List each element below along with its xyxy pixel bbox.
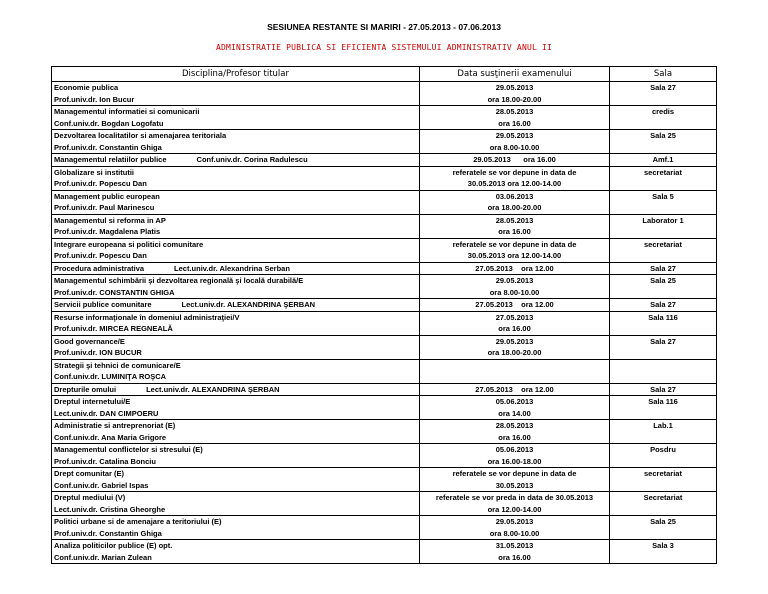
professor-name: Prof.univ.dr. Popescu Dan	[54, 179, 147, 188]
date-cell	[420, 275, 610, 299]
exam-date-line-2: 30.05.2013	[495, 480, 534, 490]
exam-date-line-1: 31.05.2013	[495, 541, 534, 550]
discipline-cell	[52, 262, 420, 275]
room-name: Sala 27	[650, 83, 676, 92]
exam-date-line-2: ora 18.00-20.00	[487, 203, 542, 212]
room-cell	[610, 214, 717, 238]
table-row	[52, 82, 717, 106]
table-row	[52, 516, 717, 540]
course-name: Managementul informatiei si comunicarii	[54, 107, 200, 116]
date-cell	[420, 166, 610, 190]
discipline-cell	[52, 383, 420, 396]
date-cell	[420, 468, 610, 492]
column-header-date: Data susţinerii examenului	[420, 67, 610, 82]
table-row	[52, 166, 717, 190]
room-cell	[610, 106, 717, 130]
date-cell	[420, 492, 610, 516]
discipline-cell	[52, 516, 420, 540]
course-name: Integrare europeana si politici comunitare	[54, 239, 204, 249]
table-row	[52, 468, 717, 492]
course-name: Managementul relatiilor publice	[54, 155, 167, 164]
exam-date-line-1: 28.05.2013	[495, 215, 534, 225]
room-cell	[610, 275, 717, 299]
column-header-discipline: Disciplina/Profesor titular	[52, 67, 420, 82]
professor-name: Conf.univ.dr. Corina Radulescu	[196, 155, 308, 164]
date-cell	[420, 396, 610, 420]
table-row	[52, 106, 717, 130]
discipline-cell	[52, 540, 420, 564]
exam-date-line-1: 29.05.2013 ora 16.00	[473, 155, 556, 164]
room-cell	[610, 420, 717, 444]
room-name: secretariat	[644, 469, 682, 478]
room-cell	[610, 154, 717, 167]
date-cell	[420, 106, 610, 130]
course-name: Politici urbane si de amenajare a teritoriului (E)	[54, 517, 222, 526]
course-name: Dezvoltarea localitatilor si amenajarea teritoriala	[54, 131, 227, 140]
room-cell	[610, 130, 717, 154]
exam-date-line-1: 29.05.2013	[495, 131, 534, 140]
course-name: Economie publica	[54, 83, 119, 92]
exam-date-line-1: 27.05.2013 ora 12.00	[475, 384, 554, 394]
course-name: Globalizare si institutii	[54, 167, 135, 177]
exam-date-line-2: 30.05.2013 ora 12.00-14.00	[467, 251, 562, 260]
table-row	[52, 299, 717, 312]
room-cell	[610, 82, 717, 106]
course-name: Dreptul mediului (V)	[54, 493, 126, 502]
discipline-cell	[52, 154, 420, 167]
discipline-cell	[52, 335, 420, 359]
table-row	[52, 262, 717, 275]
table-row	[52, 420, 717, 444]
exam-date-line-1: 29.05.2013	[495, 517, 534, 526]
course-name: Drepturile omului	[54, 384, 117, 394]
room-name: Sala 27	[650, 263, 676, 273]
discipline-cell	[52, 468, 420, 492]
course-name: Dreptul internetului/E	[54, 397, 131, 406]
exam-date-line-1: 05.06.2013	[495, 397, 534, 406]
exam-date-line-1: referatele se vor depune in data de	[452, 167, 577, 177]
exam-date-line-2: ora 16.00-18.00	[487, 456, 542, 466]
professor-name: Lect.univ.dr. DAN CIMPOERU	[54, 408, 159, 418]
professor-name: Prof.univ.dr. Popescu Dan	[54, 251, 147, 260]
room-cell	[610, 540, 717, 564]
professor-name: Conf.univ.dr. Ana Maria Grigore	[54, 432, 167, 442]
professor-name: Conf.univ.dr. Marian Zulean	[54, 552, 152, 562]
professor-name: Prof.univ.dr. MIRCEA REGNEALĂ	[54, 324, 173, 333]
exam-date-line-2: ora 16.00	[498, 552, 531, 562]
table-row	[52, 396, 717, 420]
room-name: Sala 25	[650, 517, 676, 526]
date-cell	[420, 299, 610, 312]
room-cell	[610, 516, 717, 540]
room-cell	[610, 396, 717, 420]
discipline-cell	[52, 396, 420, 420]
discipline-cell	[52, 130, 420, 154]
room-name: Secretariat	[643, 493, 683, 502]
table-row	[52, 540, 717, 564]
course-name: Managementul conflictelor si stresului (E)	[54, 445, 203, 454]
date-cell	[420, 540, 610, 564]
room-cell	[610, 492, 717, 516]
professor-name: Prof.univ.dr. Paul Marinescu	[54, 203, 155, 212]
room-cell	[610, 335, 717, 359]
exam-date-line-1: 28.05.2013	[495, 107, 534, 116]
room-cell	[610, 311, 717, 335]
professor-name: Prof.univ.dr. CONSTANTIN GHIGA	[54, 287, 175, 297]
room-name: Laborator 1	[642, 215, 684, 225]
professor-name: Conf.univ.dr. Gabriel Ispas	[54, 480, 149, 490]
course-name: Servicii publice comunitare	[54, 300, 152, 309]
exam-date-line-2: ora 18.00-20.00	[487, 348, 542, 357]
discipline-cell	[52, 190, 420, 214]
professor-name: Prof.univ.dr. Magdalena Platis	[54, 227, 161, 236]
table-row	[52, 492, 717, 516]
date-cell	[420, 130, 610, 154]
room-name: Sala 5	[652, 191, 674, 201]
exam-date-line-2: ora 16.00	[498, 118, 531, 128]
course-name: Management public european	[54, 191, 160, 201]
professor-name: Lect.univ.dr. Cristina Gheorghe	[54, 504, 166, 514]
table-row	[52, 130, 717, 154]
course-name: Analiza politicilor publice (E) opt.	[54, 541, 173, 550]
exam-date-line-1: 29.05.2013	[495, 336, 534, 346]
room-name: credis	[651, 107, 675, 116]
room-cell	[610, 468, 717, 492]
table-row	[52, 335, 717, 359]
professor-name: Prof.univ.dr. ION BUCUR	[54, 348, 142, 357]
room-name: secretariat	[644, 167, 682, 177]
room-name: Sala 25	[650, 131, 676, 140]
exam-date-line-1: 28.05.2013	[495, 421, 534, 430]
discipline-cell	[52, 82, 420, 106]
discipline-cell	[52, 444, 420, 468]
course-name: Drept comunitar (E)	[54, 469, 125, 478]
exam-date-line-1: 27.05.2013 ora 12.00	[475, 300, 554, 309]
course-name: Managementul si reforma in AP	[54, 215, 166, 225]
room-name: Sala 25	[650, 276, 676, 285]
course-name: Procedura administrativa	[54, 263, 145, 273]
exam-date-line-2: ora 18.00-20.00	[487, 94, 542, 104]
table-header-row	[52, 67, 717, 82]
exam-date-line-2: ora 16.00	[498, 432, 531, 442]
room-name: secretariat	[644, 239, 682, 249]
exam-date-line-2: ora 8.00-10.00	[489, 528, 540, 538]
discipline-cell	[52, 311, 420, 335]
exam-date-line-1: referatele se vor depune in data de	[452, 469, 577, 478]
course-name: Good governance/E	[54, 336, 125, 346]
exam-date-line-2: ora 12.00-14.00	[487, 504, 542, 514]
discipline-cell	[52, 492, 420, 516]
room-name: Amf.1	[652, 155, 674, 164]
date-cell	[420, 262, 610, 275]
exam-date-line-2: 30.05.2013 ora 12.00-14.00	[467, 179, 562, 188]
date-cell	[420, 516, 610, 540]
exam-date-line-2: ora 8.00-10.00	[489, 287, 540, 297]
table-row	[52, 311, 717, 335]
date-cell	[420, 311, 610, 335]
document-subtitle: ADMINISTRATIE PUBLICA SI EFICIENTA SISTEMULUI ADMINISTRATIV ANUL II	[215, 43, 553, 52]
table-row	[52, 154, 717, 167]
exam-date-line-1: 05.06.2013	[495, 445, 534, 454]
room-name: Sala 27	[650, 300, 676, 309]
room-cell	[610, 190, 717, 214]
exam-date-line-1: 29.05.2013	[495, 83, 534, 92]
professor-name: Lect.univ.dr. ALEXANDRINA ŞERBAN	[146, 384, 280, 394]
exam-date-line-1: referatele se vor preda in data de 30.05.2013	[435, 493, 594, 502]
professor-name: Prof.univ.dr. Ion Bucur	[54, 94, 135, 104]
room-name: Posdru	[650, 445, 676, 454]
discipline-cell	[52, 214, 420, 238]
exam-date-line-2: ora 8.00-10.00	[489, 142, 540, 152]
room-cell	[610, 359, 717, 383]
exam-date-line-2: ora 16.00	[498, 227, 531, 236]
table-row	[52, 359, 717, 383]
course-name: Managementul schimbării şi dezvoltarea regională şi locală durabilă/E	[54, 276, 304, 285]
table-row	[52, 275, 717, 299]
discipline-cell	[52, 238, 420, 262]
room-name: Sala 3	[652, 541, 674, 550]
room-name: Sala 116	[648, 312, 678, 322]
date-cell	[420, 154, 610, 167]
discipline-cell	[52, 359, 420, 383]
discipline-cell	[52, 275, 420, 299]
room-cell	[610, 238, 717, 262]
date-cell	[420, 214, 610, 238]
room-cell	[610, 383, 717, 396]
date-cell	[420, 383, 610, 396]
professor-name: Lect.univ.dr. ALEXANDRINA ŞERBAN	[181, 300, 316, 309]
exam-schedule-table	[51, 66, 717, 564]
room-cell	[610, 299, 717, 312]
date-cell	[420, 238, 610, 262]
exam-date-line-1: 27.05.2013 ora 12.00	[475, 263, 554, 273]
date-cell	[420, 444, 610, 468]
professor-name: Conf.univ.dr. Bogdan Logofatu	[54, 118, 164, 128]
exam-date-line-1: 27.05.2013	[495, 312, 534, 322]
room-cell	[610, 444, 717, 468]
date-cell	[420, 82, 610, 106]
exam-date-line-1: referatele se vor depune in data de	[452, 239, 577, 249]
room-cell	[610, 166, 717, 190]
table-row	[52, 383, 717, 396]
table-row	[52, 214, 717, 238]
room-name: Lab.1	[653, 421, 673, 430]
room-name: Sala 116	[648, 397, 678, 406]
room-name: Sala 27	[650, 384, 676, 394]
exam-date-line-2: ora 16.00	[498, 324, 531, 333]
discipline-cell	[52, 420, 420, 444]
table-row	[52, 444, 717, 468]
course-name: Strategii şi tehnici de comunicare/E	[54, 360, 181, 370]
room-name: Sala 27	[650, 336, 676, 346]
professor-name: Prof.univ.dr. Constantin Ghiga	[54, 528, 162, 538]
professor-name: Prof.univ.dr. Constantin Ghiga	[54, 142, 162, 152]
course-name: Administratie si antreprenoriat (E)	[54, 421, 176, 430]
professor-name: Lect.univ.dr. Alexandrina Serban	[174, 263, 290, 273]
column-header-room: Sala	[610, 67, 717, 82]
date-cell	[420, 359, 610, 383]
room-cell	[610, 262, 717, 275]
document-title: SESIUNEA RESTANTE SI MARIRI - 27.05.2013 - 07.06.2013	[267, 22, 501, 32]
table-row	[52, 238, 717, 262]
professor-name: Prof.univ.dr. Catalina Bonciu	[54, 456, 156, 466]
date-cell	[420, 335, 610, 359]
date-cell	[420, 190, 610, 214]
discipline-cell	[52, 106, 420, 130]
course-name: Resurse informaţionale în domeniul administraţiei/V	[54, 312, 240, 322]
exam-date-line-1: 29.05.2013	[495, 276, 534, 285]
date-cell	[420, 420, 610, 444]
table-row	[52, 190, 717, 214]
exam-date-line-1: 03.06.2013	[495, 191, 534, 201]
discipline-cell	[52, 299, 420, 312]
exam-date-line-2: ora 14.00	[498, 408, 531, 418]
professor-name: Conf.univ.dr. LUMINIŢA ROŞCA	[54, 372, 167, 381]
discipline-cell	[52, 166, 420, 190]
